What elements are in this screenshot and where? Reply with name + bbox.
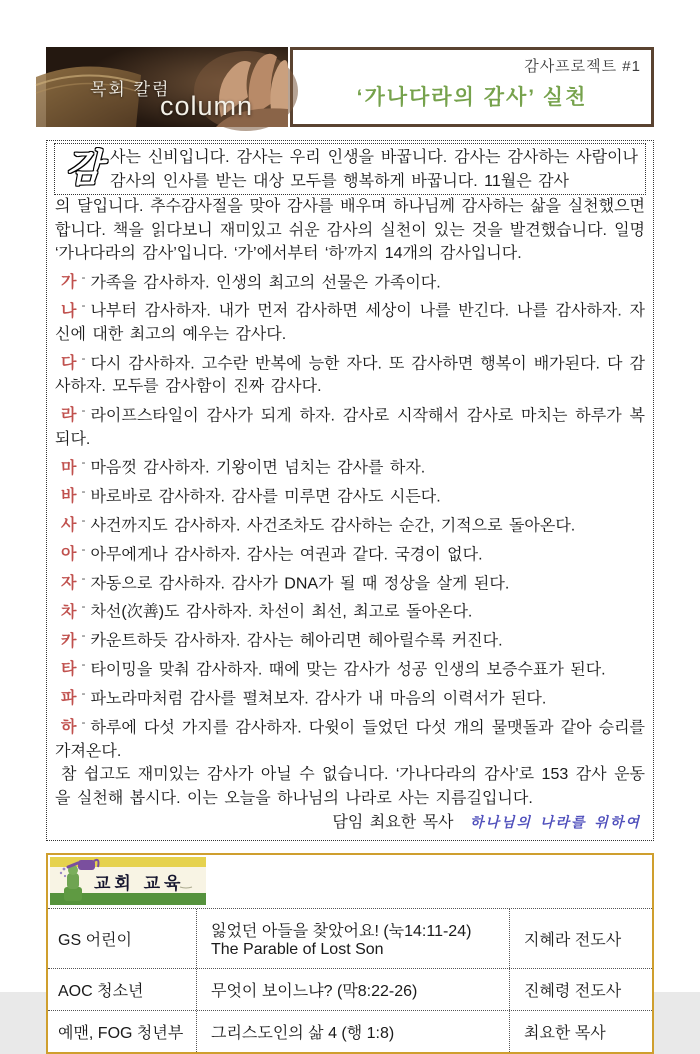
pastor-column-label-en: column xyxy=(160,91,254,121)
item-text: 하루에 다섯 가지를 감사하자. 다윗이 들었던 다섯 개의 물맷돌과 같아 승리를 가져온다. xyxy=(55,719,645,760)
item-separator: - xyxy=(81,628,86,643)
item-text: 아무에게나 감사하자. 감사는 여권과 같다. 국경이 없다. xyxy=(90,546,483,564)
item-lead-letter: 다 xyxy=(61,354,77,372)
gratitude-item-ta xyxy=(55,653,645,682)
item-separator: - xyxy=(81,350,86,365)
item-lead-letter: 하 xyxy=(61,719,77,737)
lesson-topic xyxy=(196,909,510,968)
church-education-banner-image xyxy=(50,857,206,905)
gratitude-item-ha xyxy=(55,711,645,763)
item-separator: - xyxy=(81,455,86,470)
item-text: 차선(次善)도 감사하자. 차선이 최선, 최고로 돌아온다. xyxy=(90,603,473,621)
teacher-name: 진혜령 전도사 xyxy=(524,982,622,1000)
item-separator: - xyxy=(81,269,86,284)
lesson-topic xyxy=(196,1011,510,1052)
item-separator: - xyxy=(81,599,86,614)
item-lead-letter: 사 xyxy=(61,517,77,535)
gratitude-item-ga xyxy=(55,266,645,295)
item-separator: - xyxy=(81,570,86,585)
dropcap-letter: 감 xyxy=(65,145,103,190)
item-lead-letter: 바 xyxy=(61,488,77,506)
item-lead-letter: 카 xyxy=(61,632,77,650)
item-separator: - xyxy=(81,298,86,313)
item-separator: - xyxy=(81,541,86,556)
item-text: 카운트하듯 감사하자. 감사는 헤아리면 헤아릴수록 커진다. xyxy=(90,632,503,650)
item-lead-letter: 나 xyxy=(61,302,77,320)
teacher-name: 최요한 목사 xyxy=(524,1024,606,1042)
gratitude-item-ja xyxy=(55,567,645,596)
gratitude-item-ra xyxy=(55,399,645,451)
article-body xyxy=(46,140,654,841)
signature-row xyxy=(55,810,645,838)
lesson-topic-line2: The Parable of Lost Son xyxy=(211,940,384,958)
gratitude-item-pa xyxy=(55,682,645,711)
item-lead-letter: 타 xyxy=(61,661,77,679)
header xyxy=(46,47,654,127)
gratitude-item-ba xyxy=(55,480,645,509)
education-row-young-adults xyxy=(48,1011,652,1052)
item-lead-letter: 자 xyxy=(61,574,77,592)
item-text: 라이프스타일이 감사가 되게 하자. 감사로 시작해서 감사로 마치는 하루가 복되다. xyxy=(55,407,645,448)
item-lead-letter: 가 xyxy=(61,273,77,291)
gratitude-item-ma xyxy=(55,451,645,480)
item-separator: - xyxy=(81,484,86,499)
intro-rest-text: 의 달입니다. 추수감사절을 맞아 감사를 배우며 하나님께 감사하는 삶을 실천했으면 합니다. 책을 읽다보니 재미있고 쉬운 감사의 실천이 있는 것을 발견했습니다. 일명 ‘가나다라의 감사’입니다. ‘가’에서부터 ‘하’까지 14개의 감사입니다. xyxy=(55,198,645,262)
group-name: GS 어린이 xyxy=(58,931,132,949)
item-separator: - xyxy=(81,714,86,729)
group-name: 예맨, FOG 청년부 xyxy=(58,1024,184,1042)
item-separator: - xyxy=(81,512,86,527)
gratitude-item-ka xyxy=(55,624,645,653)
item-separator: - xyxy=(81,657,86,672)
item-lead-letter: 파 xyxy=(61,690,77,708)
education-row-children xyxy=(48,909,652,969)
intro-frame-text: 사는 신비입니다. 감사는 우리 인생을 바꿉니다. 감사는 감사하는 사람이나 감사의 인사를 받는 대상 모두를 행복하게 바꿉니다. 11월은 감사 xyxy=(110,149,638,190)
pastor-column-label-kr: 목회 칼럼 xyxy=(90,80,171,99)
lesson-topic-line1: 그리스도인의 삶 4 (행 1:8) xyxy=(211,1024,395,1042)
gratitude-item-a xyxy=(55,538,645,567)
gratitude-item-na xyxy=(55,294,645,346)
item-text: 나부터 감사하자. 내가 먼저 감사하면 세상이 나를 반긴다. 나를 감사하자. 자신에 대한 최고의 예우는 감사다. xyxy=(55,302,645,344)
church-education-table xyxy=(46,853,654,1054)
item-lead-letter: 아 xyxy=(61,546,77,564)
lesson-topic-line1: 무엇이 보이느냐? (막8:22-26) xyxy=(211,982,418,1000)
handwritten-motto: 하나님의 나라를 위하여 xyxy=(469,814,641,831)
pastor-column-photo xyxy=(46,47,288,127)
gratitude-item-cha xyxy=(55,595,645,624)
intro-frame xyxy=(54,143,646,195)
lesson-topic xyxy=(196,969,510,1010)
teacher-name: 지혜라 전도사 xyxy=(524,931,622,949)
education-banner-row xyxy=(48,855,652,909)
education-banner-title: 교회 교육 xyxy=(94,873,185,893)
item-text: 파노라마처럼 감사를 펼쳐보자. 감사가 내 마음의 이력서가 된다. xyxy=(90,690,547,708)
lesson-topic-line1: 잃었던 아들을 찾았어요! (눅14:11-24) xyxy=(211,922,472,940)
page-title: ‘가나다라의 감사’ 실천 xyxy=(356,86,588,109)
item-text: 다시 감사하자. 고수란 반복에 능한 자다. 또 감사하면 행복이 배가된다. 다 감사하자. 모두를 감사함이 진짜 감사다. xyxy=(55,354,645,396)
item-text: 가족을 감사하자. 인생의 최고의 선물은 가족이다. xyxy=(90,273,441,291)
gratitude-item-sa xyxy=(55,509,645,538)
item-lead-letter: 차 xyxy=(61,603,77,621)
item-text: 타이밍을 맞춰 감사하자. 때에 맞는 감사가 성공 인생의 보증수표가 된다. xyxy=(90,661,606,679)
item-text: 사건까지도 감사하자. 사건조차도 감사하는 순간, 기적으로 돌아온다. xyxy=(90,517,576,535)
project-label: 감사프로젝트 #1 xyxy=(524,58,641,75)
header-title-box xyxy=(290,47,654,127)
closing-paragraph: 참 쉽고도 재미있는 감사가 아닐 수 없습니다. ‘가나다라의 감사’로 153 감사 운동을 실천해 봅시다. 이는 오늘을 하나님의 나라로 사는 지름길입니다. xyxy=(55,766,645,807)
group-name: AOC 청소년 xyxy=(58,982,144,1000)
item-text: 바로바로 감사하자. 감사를 미루면 감사도 시든다. xyxy=(90,488,441,506)
education-row-youth xyxy=(48,969,652,1011)
item-separator: - xyxy=(81,685,86,700)
item-separator: - xyxy=(81,402,86,417)
item-lead-letter: 마 xyxy=(61,459,77,477)
item-text: 자동으로 감사하자. 감사가 DNA가 될 때 정상을 살게 된다. xyxy=(90,574,510,592)
pastor-signature: 담임 최요한 목사 xyxy=(332,814,454,832)
gratitude-item-da xyxy=(55,347,645,399)
item-lead-letter: 라 xyxy=(61,407,77,425)
item-text: 마음껏 감사하자. 기왕이면 넘치는 감사를 하자. xyxy=(90,459,426,477)
